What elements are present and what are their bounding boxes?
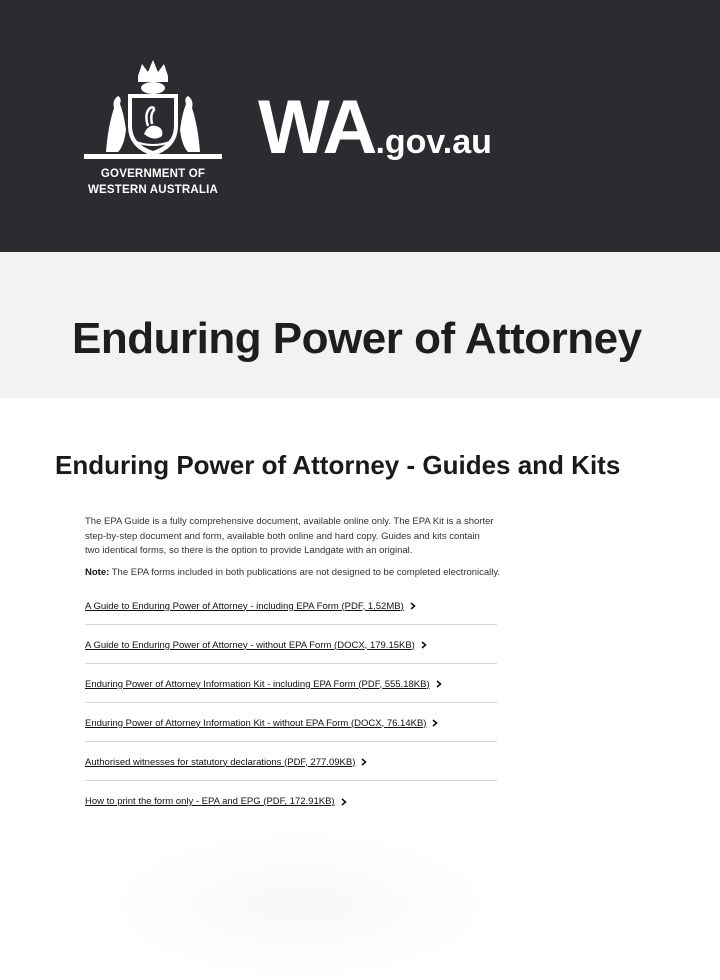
site-header (0, 0, 720, 252)
section-heading: Enduring Power of Attorney - Guides and Kits (55, 450, 621, 480)
list-item (85, 586, 497, 625)
link-epa-guide-with-form[interactable]: A Guide to Enduring Power of Attorney - including EPA Form (PDF, 1.52MB) (85, 600, 404, 612)
link-authorised-witnesses[interactable]: Authorised witnesses for statutory declarations (PDF, 277.09KB) (85, 756, 356, 768)
chevron-right-icon (410, 602, 416, 610)
list-item (85, 664, 497, 703)
link-epa-kit-without-form[interactable]: Enduring Power of Attorney Information Kit - without EPA Form (DOCX, 76.14KB) (85, 717, 427, 729)
link-epa-guide-without-form[interactable]: A Guide to Enduring Power of Attorney - without EPA Form (DOCX, 179.15KB) (85, 639, 415, 651)
chevron-right-icon (436, 680, 442, 688)
crest-emblem-icon (78, 56, 228, 164)
chevron-right-icon (361, 758, 367, 766)
note-label: Note: (85, 567, 110, 578)
intro-paragraph: The EPA Guide is a fully comprehensive document, available online only. The EPA Kit is a shorter step-by-step document and form, available both online and hard copy. Guides and kits contain two identical forms, so there is the option to provide Landgate with an original. (85, 516, 494, 556)
page-title: Enduring Power of Attorney (72, 314, 642, 363)
list-item (85, 742, 497, 781)
link-print-form-only[interactable]: How to print the form only - EPA and EPG (PDF, 172.91KB) (85, 796, 335, 807)
list-item (85, 781, 497, 820)
list-item (85, 703, 497, 742)
crest-line-2: WESTERN AUSTRALIA (87, 184, 219, 196)
document-link-list (85, 586, 497, 820)
wordmark-main: WA (258, 85, 375, 170)
chevron-right-icon (341, 798, 347, 806)
note-paragraph (85, 566, 505, 580)
wa-gov-wordmark[interactable] (258, 84, 492, 171)
link-epa-kit-with-form[interactable]: Enduring Power of Attorney Information Kit - including EPA Form (PDF, 555.18KB) (85, 678, 430, 690)
crest-line-1: GOVERNMENT OF (100, 168, 206, 180)
crest-caption (78, 166, 228, 198)
government-crest-logo[interactable] (78, 56, 228, 206)
chevron-right-icon (432, 719, 438, 727)
chevron-right-icon (421, 641, 427, 649)
note-text: The EPA forms included in both publications are not designed to be completed electronically. (111, 567, 501, 578)
faded-background-area (110, 830, 490, 980)
wordmark-suffix: .gov.au (375, 123, 492, 161)
list-item (85, 625, 497, 664)
